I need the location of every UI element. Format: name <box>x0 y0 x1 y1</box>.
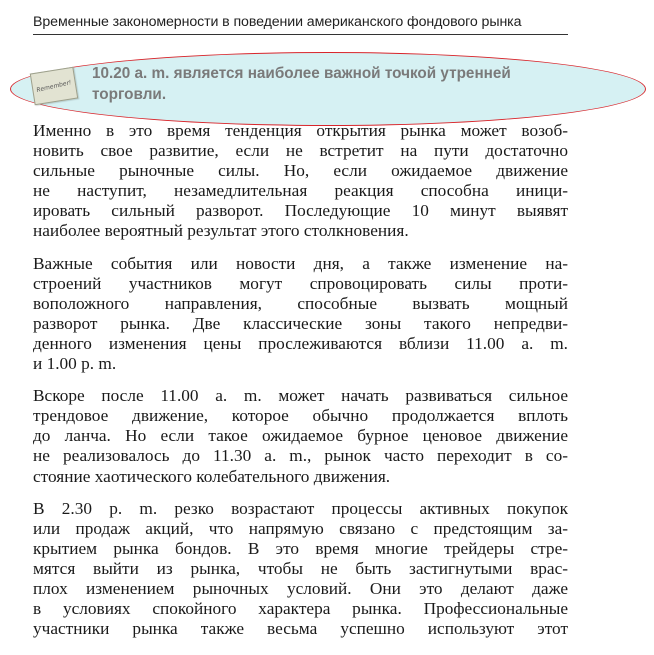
text-line: разворот рынка. Две классические зоны такого непредви- <box>33 313 568 333</box>
text-line: до ланча. Но если такое ожидаемое бурное ценовое движение <box>33 426 568 446</box>
text-line: плох изменением рыночных условий. Они это делают даже <box>33 578 568 598</box>
callout-line: торговли. <box>92 86 167 103</box>
text-line: участники рынка также весьма успешно используют этот <box>33 619 568 639</box>
text-line: воположного направления, способные вызвать мощный <box>33 293 568 313</box>
text-line: Именно в это время тенденция открытия рынка может возоб- <box>33 121 568 140</box>
text-line: в условиях спокойного характера рынка. Профессиональные <box>33 599 568 619</box>
text-line: наиболее вероятный результат этого столкновения. <box>33 221 409 241</box>
text-line: сильные рыночные силы. Но, если ожидаемое движение <box>33 161 568 181</box>
text-line: строений участников могут спровоцировать силы проти- <box>33 273 568 293</box>
sticky-note-icon <box>30 67 78 105</box>
text-line: крытием рынка бондов. В это время многие трейдеры стре- <box>33 538 568 558</box>
text-line: ировать сильный разворот. Последующие 10 минут выявят <box>33 201 568 221</box>
header-rule <box>33 34 568 35</box>
callout-text <box>92 63 582 105</box>
callout-line: 10.20 a. m. является наиболее важной точкой утренней <box>92 65 511 82</box>
text-line: Важные события или новости дня, а также изменение на- <box>33 253 568 273</box>
sticky-note-label: Remember! <box>35 78 73 94</box>
text-line: мятся выйти из рынка, чтобы не быть застигнутыми врас- <box>33 558 568 578</box>
text-line: и 1.00 p. m. <box>33 354 117 374</box>
paragraph-1 <box>33 121 568 242</box>
text-line: новить свое развитие, если не встретит на пути достаточно <box>33 141 568 161</box>
text-line: стояние хаотического колебательного движения. <box>33 466 391 486</box>
text-line: денного изменения цены прослеживаются вблизи 11.00 a. m. <box>33 333 568 353</box>
paragraph-3 <box>33 386 568 486</box>
body-text <box>33 121 568 651</box>
text-line: не наступит, незамедлительная реакция способна иници- <box>33 181 568 201</box>
text-line: В 2.30 p. m. резко возрастают процессы активных покупок <box>33 498 568 518</box>
text-line: или продаж акций, что напрямую связано с предстоящим за- <box>33 518 568 538</box>
paragraph-2 <box>33 254 568 375</box>
text-line: трендовое движение, которое обычно продолжается вплоть <box>33 406 568 426</box>
text-line: Вскоре после 11.00 a. m. может начать развиваться сильное <box>33 386 568 406</box>
text-line: не реализовалось до 11.30 a. m., рынок часто переходит в со- <box>33 446 568 466</box>
paragraph-4 <box>33 499 568 640</box>
running-head: Временные закономерности в поведении американского фондового рынка <box>33 14 522 30</box>
